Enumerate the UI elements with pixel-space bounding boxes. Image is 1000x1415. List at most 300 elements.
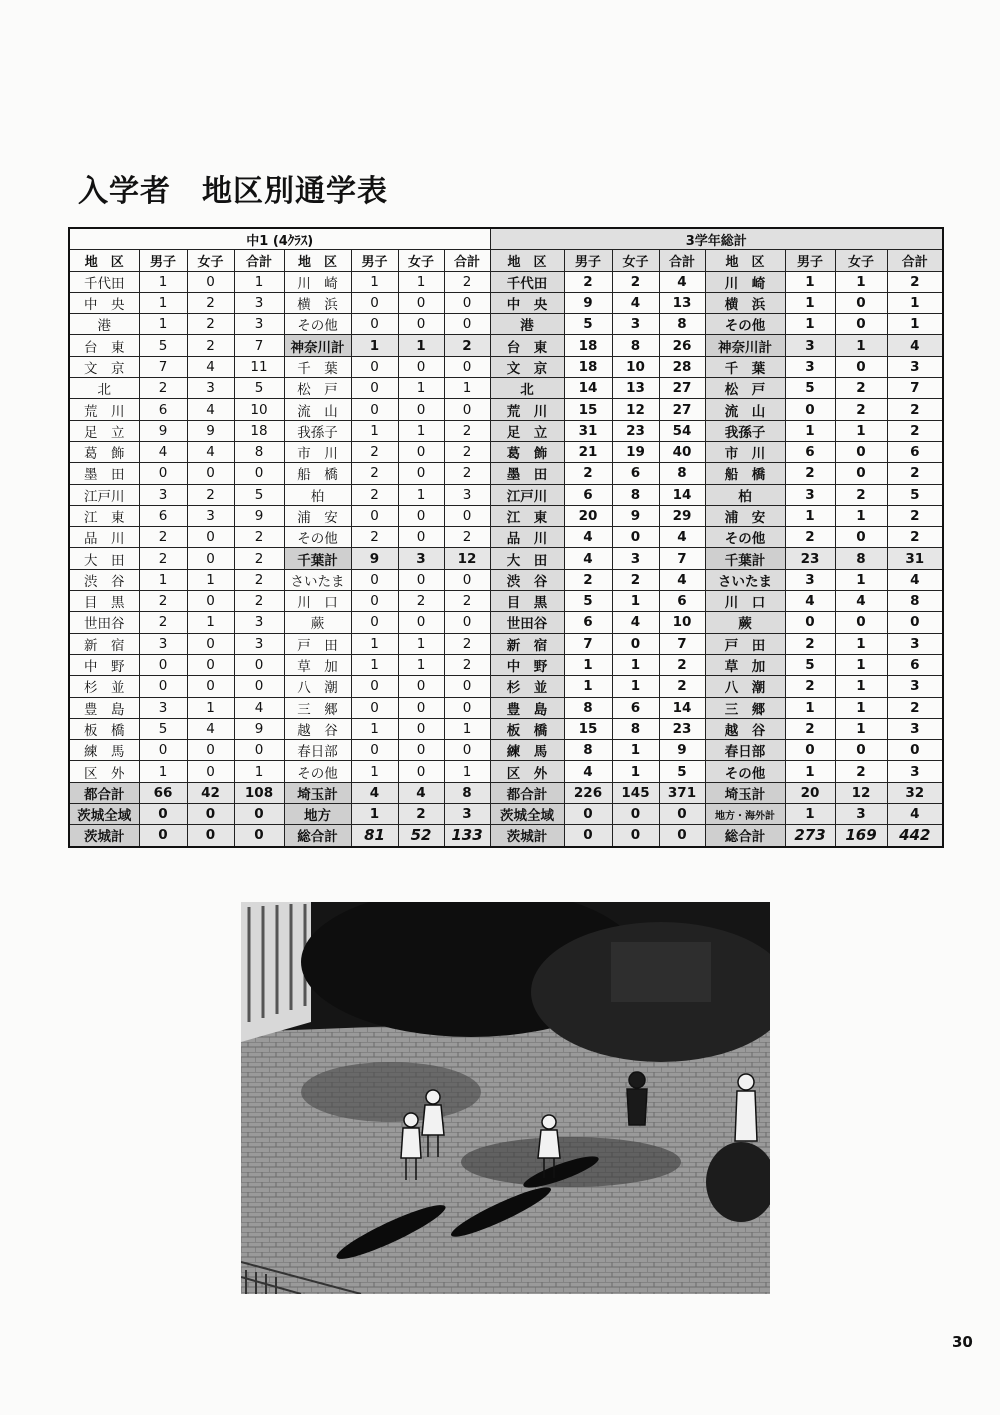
table-cell: 総合計 [284,825,351,847]
table-cell: 0 [398,441,444,462]
column-header: 男子 [139,250,187,271]
table-cell: 6 [612,463,659,484]
table-cell: 1 [612,676,659,697]
table-cell: 渋 谷 [69,569,139,590]
table-cell: 1 [835,697,887,718]
table-cell: 1 [398,378,444,399]
table-cell: 3 [612,548,659,569]
table-cell: 2 [785,527,835,548]
table-cell: 169 [835,825,887,847]
table-cell: 渋 谷 [490,569,564,590]
table-cell: 区 外 [490,761,564,782]
table-cell: 8 [564,740,612,761]
table-cell: 墨 田 [490,463,564,484]
section-header-all-grades: 3学年総計 [490,228,943,250]
table-cell: 2 [187,335,234,356]
table-cell: 5 [785,378,835,399]
table-row [69,654,943,675]
table-cell: 江 東 [490,505,564,526]
table-cell: 茨城全域 [69,804,139,825]
table-cell: 2 [612,569,659,590]
table-cell: 4 [187,399,234,420]
table-cell: 10 [234,399,284,420]
table-cell: 0 [444,612,490,633]
table-cell: 1 [187,697,234,718]
table-cell: 2 [887,420,943,441]
column-header: 合計 [234,250,284,271]
table-cell: 目 黒 [69,591,139,612]
table-cell: 23 [612,420,659,441]
table-cell: 1 [398,484,444,505]
table-cell: 2 [351,527,398,548]
table-cell: 1 [564,654,612,675]
table-cell: 2 [444,463,490,484]
table-cell: 0 [444,740,490,761]
table-cell: 3 [785,335,835,356]
table-cell: 江戸川 [490,484,564,505]
table-cell: 3 [612,314,659,335]
table-cell: 14 [659,697,705,718]
table-row [69,612,943,633]
table-cell: 6 [887,654,943,675]
table-cell: 0 [234,676,284,697]
table-cell: 0 [835,612,887,633]
table-cell: 0 [351,676,398,697]
table-row [69,825,943,847]
table-cell: 12 [835,782,887,803]
table-cell: 茨城計 [490,825,564,847]
table-cell: 1 [785,505,835,526]
table-cell: 6 [785,441,835,462]
table-cell: 27 [659,399,705,420]
table-cell: 市 川 [284,441,351,462]
table-row [69,548,943,569]
table-cell: 0 [444,697,490,718]
table-cell: その他 [284,314,351,335]
section-header-grade1: 中1 (4ｸﾗｽ) [69,228,490,250]
table-row [69,718,943,739]
table-cell: 0 [398,505,444,526]
table-cell: 1 [835,654,887,675]
table-cell: 0 [835,356,887,377]
column-header: 女子 [187,250,234,271]
table-cell: 1 [398,654,444,675]
table-cell: 28 [659,356,705,377]
table-cell: 足 立 [69,420,139,441]
column-header: 女子 [835,250,887,271]
table-cell: 品 川 [490,527,564,548]
table-cell: 八 潮 [284,676,351,697]
table-cell: 1 [835,633,887,654]
table-cell: 2 [351,484,398,505]
table-cell: 9 [659,740,705,761]
table-cell: 23 [785,548,835,569]
table-cell: 14 [564,378,612,399]
table-cell: 4 [659,527,705,548]
table-cell: 港 [490,314,564,335]
table-cell: 2 [835,399,887,420]
table-cell: 2 [444,420,490,441]
table-cell: その他 [284,761,351,782]
table-cell: 3 [187,505,234,526]
table-cell: 0 [139,825,187,847]
table-cell: 川 崎 [284,271,351,292]
table-cell: 3 [887,761,943,782]
table-cell: 北 [69,378,139,399]
column-header: 地 区 [490,250,564,271]
table-cell: 2 [887,271,943,292]
table-cell: 0 [835,292,887,313]
table-cell: 文 京 [69,356,139,377]
table-cell: 1 [785,420,835,441]
table-cell: 4 [564,527,612,548]
table-cell: 23 [659,718,705,739]
table-cell: 9 [187,420,234,441]
table-cell: 8 [659,463,705,484]
table-cell: 地方 [284,804,351,825]
table-cell: 板 橋 [69,718,139,739]
table-cell: 0 [398,740,444,761]
table-cell: 0 [351,697,398,718]
table-cell: 板 橋 [490,718,564,739]
table-cell: 我孫子 [705,420,785,441]
table-cell: 0 [612,804,659,825]
table-cell: 2 [659,654,705,675]
table-cell: 2 [444,654,490,675]
table-cell: 7 [234,335,284,356]
table-cell: 3 [139,484,187,505]
table-cell: 0 [612,633,659,654]
table-cell: 4 [612,612,659,633]
table-cell: 0 [187,271,234,292]
table-cell: 2 [887,463,943,484]
table-cell: 0 [835,740,887,761]
table-cell: 0 [659,804,705,825]
table-cell: 草 加 [705,654,785,675]
table-cell: 0 [887,740,943,761]
table-cell: 1 [835,335,887,356]
table-cell: 7 [887,378,943,399]
table-cell: 0 [835,527,887,548]
table-cell: 2 [612,271,659,292]
table-cell: 2 [351,441,398,462]
table-cell: 杉 並 [69,676,139,697]
table-cell: 1 [887,314,943,335]
table-cell: 2 [785,718,835,739]
table-cell: 2 [139,612,187,633]
table-cell: 6 [564,612,612,633]
table-cell: 1 [398,633,444,654]
column-header-row [69,250,943,271]
table-cell: 1 [564,676,612,697]
table-cell: 2 [564,463,612,484]
table-cell: 1 [351,761,398,782]
table-cell: 墨 田 [69,463,139,484]
table-cell: 29 [659,505,705,526]
table-cell: 145 [612,782,659,803]
table-cell: 1 [139,761,187,782]
table-cell: 目 黒 [490,591,564,612]
table-row [69,292,943,313]
table-cell: 八 潮 [705,676,785,697]
table-cell: 2 [444,441,490,462]
table-cell: 2 [234,527,284,548]
table-cell: 1 [835,676,887,697]
table-cell: 0 [564,825,612,847]
table-cell: 越 谷 [284,718,351,739]
table-row [69,569,943,590]
column-header: 合計 [444,250,490,271]
table-row [69,463,943,484]
table-cell: 1 [351,654,398,675]
table-cell: 2 [444,633,490,654]
table-cell: 3 [234,292,284,313]
table-cell: 1 [835,420,887,441]
table-cell: 0 [187,548,234,569]
table-row [69,484,943,505]
column-header: 女子 [612,250,659,271]
table-cell: 1 [139,569,187,590]
table-cell: 千代田 [490,271,564,292]
table-cell: 12 [612,399,659,420]
table-cell: 1 [835,271,887,292]
column-header: 地 区 [705,250,785,271]
table-cell: 1 [398,420,444,441]
table-cell: 11 [234,356,284,377]
table-cell: 9 [234,718,284,739]
column-header: 地 区 [284,250,351,271]
table-cell: 26 [659,335,705,356]
table-cell: 浦 安 [284,505,351,526]
table-cell: 4 [659,271,705,292]
table-cell: 0 [187,527,234,548]
table-row [69,356,943,377]
table-cell: 8 [564,697,612,718]
table-cell: 0 [398,718,444,739]
table-cell: 0 [351,505,398,526]
table-cell: 13 [659,292,705,313]
table-cell: 5 [887,484,943,505]
table-cell: 20 [564,505,612,526]
table-cell: 2 [887,527,943,548]
table-cell: 草 加 [284,654,351,675]
column-header: 地 区 [69,250,139,271]
table-cell: 8 [612,718,659,739]
table-cell: 我孫子 [284,420,351,441]
table-cell: 0 [234,804,284,825]
table-cell: 0 [398,356,444,377]
table-cell: 1 [187,569,234,590]
table-cell: 2 [785,463,835,484]
table-cell: 2 [398,591,444,612]
table-row [69,633,943,654]
table-cell: 4 [564,548,612,569]
table-cell: 川 口 [284,591,351,612]
table-cell: 新 宿 [69,633,139,654]
table-cell: 13 [612,378,659,399]
table-cell: 埼玉計 [705,782,785,803]
column-header: 合計 [887,250,943,271]
table-cell: 1 [785,804,835,825]
table-cell: 1 [398,335,444,356]
table-cell: 千代田 [69,271,139,292]
table-cell: 3 [139,697,187,718]
table-cell: 総合計 [705,825,785,847]
table-cell: 1 [351,804,398,825]
table-cell: 2 [139,548,187,569]
table-cell: 7 [139,356,187,377]
table-cell: 中 央 [69,292,139,313]
table-cell: 台 東 [69,335,139,356]
table-cell: 4 [785,591,835,612]
table-cell: 6 [139,399,187,420]
table-cell: 江 東 [69,505,139,526]
table-cell: 12 [444,548,490,569]
table-cell: 5 [785,654,835,675]
table-cell: 0 [444,292,490,313]
table-cell: 越 谷 [705,718,785,739]
table-cell: 3 [234,612,284,633]
table-cell: 0 [187,591,234,612]
table-cell: 2 [139,591,187,612]
table-cell: 1 [785,292,835,313]
table-cell: 0 [444,356,490,377]
table-cell: 19 [612,441,659,462]
table-cell: 1 [612,591,659,612]
table-cell: 3 [835,804,887,825]
table-row [69,527,943,548]
column-header: 男子 [351,250,398,271]
table-cell: 1 [234,271,284,292]
table-cell: 2 [659,676,705,697]
table-cell: 3 [785,356,835,377]
table-cell: 荒 川 [69,399,139,420]
table-cell: 1 [234,761,284,782]
table-cell: 春日部 [284,740,351,761]
table-cell: 中 央 [490,292,564,313]
table-cell: 5 [139,718,187,739]
table-cell: 2 [785,633,835,654]
table-cell: 9 [234,505,284,526]
table-cell: 1 [444,378,490,399]
table-cell: 台 東 [490,335,564,356]
table-cell: 1 [139,271,187,292]
table-cell: 4 [887,804,943,825]
table-cell: 2 [887,505,943,526]
table-cell: 蕨 [705,612,785,633]
table-cell: 0 [785,740,835,761]
table-cell: 2 [835,378,887,399]
table-cell: 世田谷 [69,612,139,633]
table-cell: さいたま [284,569,351,590]
table-row [69,271,943,292]
table-cell: 3 [234,633,284,654]
table-cell: 5 [234,378,284,399]
table-cell: 0 [187,761,234,782]
table-cell: 中 野 [490,654,564,675]
table-cell: 1 [351,633,398,654]
table-cell: 世田谷 [490,612,564,633]
table-cell: 8 [234,441,284,462]
table-cell: 0 [612,825,659,847]
column-header: 男子 [785,250,835,271]
table-cell: 3 [887,676,943,697]
table-cell: 0 [187,804,234,825]
table-cell: 流 山 [284,399,351,420]
table-cell: 0 [398,463,444,484]
table-cell: 3 [234,314,284,335]
table-cell: 3 [887,718,943,739]
table-cell: 船 橋 [705,463,785,484]
table-cell: 2 [234,548,284,569]
table-cell: 川 口 [705,591,785,612]
page-number: 30 [952,1333,973,1351]
table-cell: 0 [234,463,284,484]
table-cell: 中 野 [69,654,139,675]
table-cell: 0 [187,676,234,697]
table-cell: 31 [887,548,943,569]
table-cell: 2 [187,314,234,335]
table-cell: 5 [139,335,187,356]
table-cell: 横 浜 [284,292,351,313]
table-cell: 戸 田 [284,633,351,654]
table-cell: 27 [659,378,705,399]
table-cell: 0 [351,314,398,335]
table-cell: 4 [187,441,234,462]
table-cell: 40 [659,441,705,462]
table-cell: 1 [785,697,835,718]
table-cell: 52 [398,825,444,847]
table-body [69,271,943,847]
table-cell: 北 [490,378,564,399]
table-cell: 市 川 [705,441,785,462]
table-row [69,399,943,420]
table-cell: 埼玉計 [284,782,351,803]
students-walking-photo [241,902,770,1294]
table-cell: 18 [234,420,284,441]
table-cell: 0 [398,527,444,548]
table-cell: 港 [69,314,139,335]
table-cell: 1 [351,335,398,356]
table-cell: 9 [564,292,612,313]
table-row [69,804,943,825]
table-row [69,761,943,782]
table-cell: その他 [705,761,785,782]
table-cell: 42 [187,782,234,803]
table-cell: 4 [187,718,234,739]
table-cell: 6 [887,441,943,462]
table-cell: 都合計 [69,782,139,803]
table-cell: 0 [444,314,490,335]
table-cell: 1 [612,761,659,782]
table-cell: 442 [887,825,943,847]
table-cell: 0 [835,314,887,335]
table-cell: 0 [835,441,887,462]
table-cell: 3 [887,356,943,377]
table-cell: 0 [351,740,398,761]
table-cell: 4 [351,782,398,803]
table-cell: 8 [835,548,887,569]
table-cell: 3 [887,633,943,654]
table-cell: 1 [785,314,835,335]
table-cell: 4 [835,591,887,612]
table-cell: 5 [564,314,612,335]
table-cell: 杉 並 [490,676,564,697]
table-row [69,441,943,462]
commute-by-district-table [68,227,944,848]
table-cell: 0 [444,676,490,697]
table-cell: 春日部 [705,740,785,761]
